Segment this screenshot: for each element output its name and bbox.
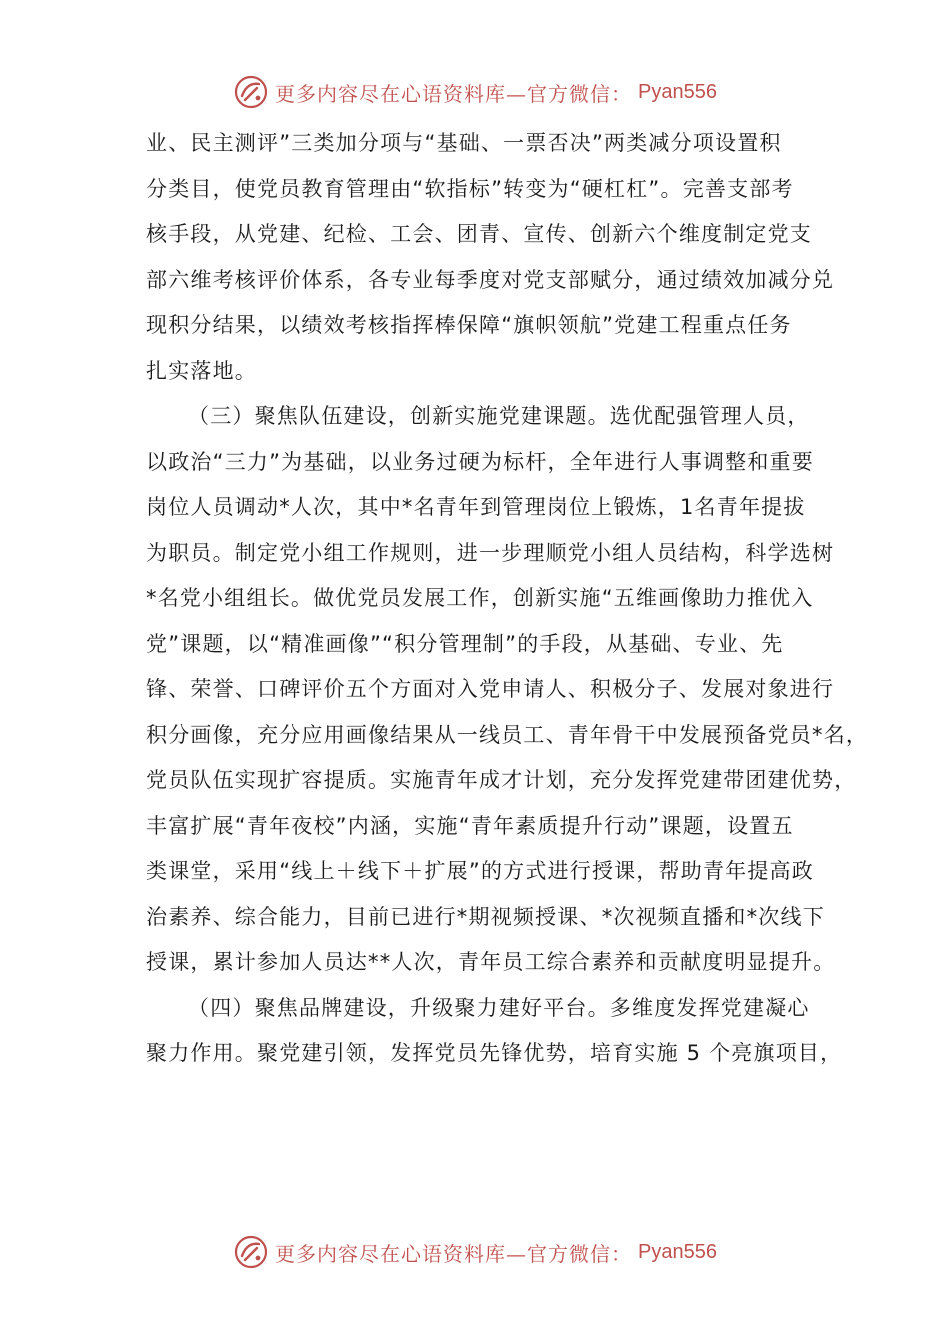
footer-watermark-banner xyxy=(0,1230,950,1274)
brand-logo-icon xyxy=(233,1234,269,1270)
brand-text: 更多内容尽在心语资料库—官方微信： xyxy=(275,81,633,106)
text-line: 扎实落地。 xyxy=(146,358,257,383)
text-line: 聚力作用。聚党建引领，发挥党员先锋优势，培育实施 5 个亮旗项目， xyxy=(146,1041,843,1065)
text-line: 授课，累计参加人员达**人次，青年员工综合素养和贡献度明显提升。 xyxy=(146,950,836,974)
text-line: 现积分结果，以绩效考核指挥棒保障“旗帜领航”党建工程重点任务 xyxy=(146,313,792,337)
text-line: 岗位人员调动*人次，其中*名青年到管理岗位上锻炼，1名青年提拔 xyxy=(146,495,806,519)
text-line: 类课堂，采用“线上＋线下＋扩展”的方式进行授课，帮助青年提高政 xyxy=(146,859,814,883)
header-watermark-banner xyxy=(0,70,950,114)
text-line: 丰富扩展“青年夜校”内涵，实施“青年素质提升行动”课题，设置五 xyxy=(146,813,794,838)
wechat-id: Pyan556 xyxy=(638,80,717,103)
text-line: （四）聚焦品牌建设，升级聚力建好平台。多维度发挥党建凝心 xyxy=(188,995,810,1020)
document-body xyxy=(146,121,869,1077)
text-line: 核手段，从党建、纪检、工会、团青、宣传、创新六个维度制定党支 xyxy=(146,222,812,246)
text-line: （三）聚焦队伍建设，创新实施党建课题。选优配强管理人员， xyxy=(188,404,810,428)
text-line: 积分画像，充分应用画像结果从一线员工、青年骨干中发展预备党员*名， xyxy=(146,722,869,747)
brand-text: 更多内容尽在心语资料库—官方微信： xyxy=(275,1241,633,1266)
brand-logo-icon xyxy=(233,74,269,110)
text-line: 业、民主测评”三类加分项与“基础、一票否决”两类减分项设置积 xyxy=(146,131,782,155)
text-line: *名党小组组长。做优党员发展工作，创新实施“五维画像助力推优入 xyxy=(146,586,814,610)
text-line: 分类目，使党员教育管理由“软指标”转变为“硬杠杠”。完善支部考 xyxy=(146,176,794,201)
text-line: 部六维考核评价体系，各专业每季度对党支部赋分，通过绩效加减分兑 xyxy=(146,267,835,292)
text-line: 治素养、综合能力，目前已进行*期视频授课、*次视频直播和*次线下 xyxy=(146,904,825,929)
wechat-id: Pyan556 xyxy=(638,1240,717,1263)
text-line: 党员队伍实现扩容提质。实施青年成才计划，充分发挥党建带团建优势， xyxy=(146,768,857,792)
text-line: 党”课题，以“精准画像”“积分管理制”的手段，从基础、专业、先 xyxy=(146,631,784,656)
text-line: 以政治“三力”为基础，以业务过硬为标杆，全年进行人事调整和重要 xyxy=(146,449,814,474)
text-line: 锋、荣誉、口碑评价五个方面对入党申请人、积极分子、发展对象进行 xyxy=(146,677,835,701)
text-line: 为职员。制定党小组工作规则，进一步理顺党小组人员结构，科学选树 xyxy=(146,540,835,565)
